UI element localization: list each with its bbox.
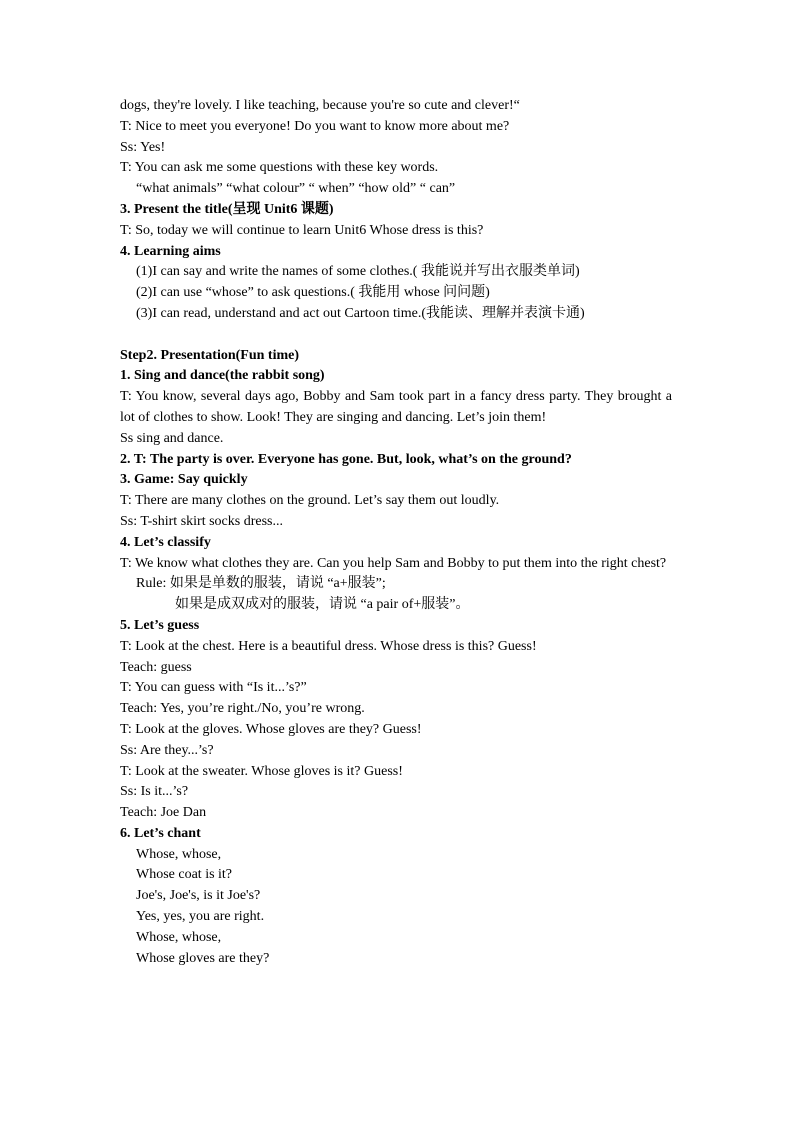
section-heading-chant: 6. Let’s chant (120, 825, 201, 841)
chant-line: Yes, yes, you are right. (136, 909, 265, 925)
rule-line-2: 如果是成双成对的服装，请说 “a pair of+服装”。 (175, 597, 470, 613)
teacher-line: T: Look at the sweater. Whose gloves is it? Guess! (120, 763, 403, 779)
teacher-line: T: Look at the gloves. Whose gloves are they? Guess! (120, 721, 422, 737)
section-heading-classify: 4. Let’s classify (120, 534, 211, 550)
teach-line: Teach: Joe Dan (120, 805, 207, 821)
section-heading-present-title: 3. Present the title(呈现 Unit6 课题) (120, 201, 334, 217)
aim-item-3: (3)I can read, understand and act out Cartoon time.(我能读、理解并表演卡通) (136, 305, 585, 321)
rule-line-1: Rule: 如果是单数的服装，请说 “a+服装”; (136, 576, 386, 592)
key-words-line: “what animals” “what colour” “ when” “how old” “ can” (136, 181, 456, 197)
teacher-paragraph-sing: T: You know, several days ago, Bobby and Sam took part in a fancy dress party. They brought a lot of clothes to show. Look! They are singing and dancing. Let’s join them! (120, 389, 672, 425)
section-heading-learning-aims: 4. Learning aims (120, 243, 221, 259)
teacher-line: T: Nice to meet you everyone! Do you want to know more about me? (120, 118, 510, 134)
students-line: Ss: Are they...’s? (120, 742, 214, 758)
chant-line: Whose coat is it? (136, 867, 233, 883)
section-heading-guess: 5. Let’s guess (120, 617, 200, 633)
lesson-plan-page (120, 96, 672, 969)
section-heading-party-over: 2. T: The party is over. Everyone has gone. But, look, what’s on the ground? (120, 451, 572, 467)
students-line: Ss: T-shirt skirt socks dress... (120, 513, 283, 529)
teacher-line: T: So, today we will continue to learn Unit6 Whose dress is this? (120, 222, 484, 238)
teacher-line: T: Look at the chest. Here is a beautiful dress. Whose dress is this? Guess! (120, 638, 537, 654)
students-line: Ss: Yes! (120, 139, 166, 155)
teacher-line: T: You can guess with “Is it...’s?” (120, 680, 307, 696)
section-heading-sing-dance: 1. Sing and dance(the rabbit song) (120, 368, 325, 384)
intro-line: dogs, they're lovely. I like teaching, because you're so cute and clever!“ (120, 98, 520, 113)
teacher-paragraph-classify: T: We know what clothes they are. Can you help Sam and Bobby to put them into the right chest? (120, 555, 667, 571)
students-line: Ss sing and dance. (120, 430, 224, 446)
teach-line: Teach: guess (120, 659, 192, 675)
spacer (120, 325, 672, 346)
section-heading-game: 3. Game: Say quickly (120, 472, 248, 488)
teacher-line: T: There are many clothes on the ground. Let’s say them out loudly. (120, 493, 500, 509)
chant-line: Whose, whose, (136, 929, 222, 945)
chant-line: Whose, whose, (136, 846, 222, 862)
students-line: Ss: Is it...’s? (120, 784, 189, 800)
chant-line: Joe's, Joe's, is it Joe's? (136, 888, 261, 904)
aim-item-1: (1)I can say and write the names of some clothes.( 我能说并写出衣服类单词) (136, 264, 580, 280)
teach-line: Teach: Yes, you’re right./No, you’re wrong. (120, 701, 365, 717)
step-heading-presentation: Step2. Presentation(Fun time) (120, 347, 299, 363)
teacher-line: T: You can ask me some questions with these key words. (120, 160, 439, 176)
aim-item-2: (2)I can use “whose” to ask questions.( 我能用 whose 问问题) (136, 285, 490, 301)
chant-line: Whose gloves are they? (136, 950, 270, 966)
